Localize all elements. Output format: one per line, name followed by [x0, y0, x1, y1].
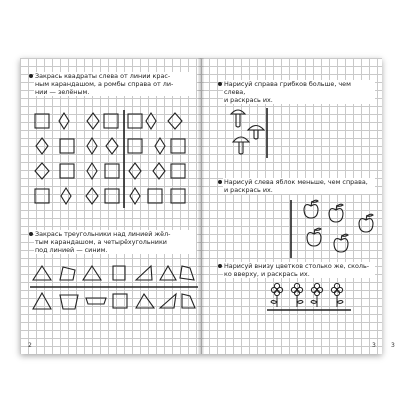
- apples-area: [201, 196, 382, 262]
- task-text-line: Нарисуй справа грибков больше, чем слева,: [224, 80, 351, 96]
- task-text-line: и раскрась их.: [224, 96, 273, 104]
- triangle-icon: [136, 266, 152, 280]
- bullet-icon: [218, 82, 222, 86]
- workbook-spread: [20, 58, 395, 354]
- apple-icon: [334, 234, 348, 252]
- task-flowers: [223, 262, 375, 278]
- quadrilateral-icon: [60, 295, 78, 309]
- apple-icon: [307, 228, 321, 246]
- triangle-icon: [160, 266, 176, 280]
- quadrilateral-icon: [60, 267, 75, 280]
- task-text-line: ко вверху, и раскрась их.: [224, 270, 310, 278]
- diamond-icon: [59, 113, 69, 129]
- square-icon: [60, 164, 74, 178]
- page-number: 3: [372, 342, 376, 349]
- task-apples: [223, 178, 375, 194]
- mushrooms-area: [201, 104, 382, 164]
- bullet-icon: [29, 74, 33, 78]
- apple-icon: [359, 214, 373, 232]
- flower-icon: [311, 283, 323, 307]
- mushroom-icon: [231, 110, 245, 127]
- square-icon: [105, 164, 119, 178]
- diamond-icon: [86, 188, 98, 204]
- task-triangles-quadrilaterals: [34, 230, 196, 254]
- square-icon: [105, 189, 119, 203]
- square-icon: [171, 139, 185, 153]
- triangle-icon: [33, 293, 51, 309]
- diamond-icon: [87, 113, 99, 129]
- quadrilateral-icon: [182, 294, 195, 308]
- flower-icon: [271, 283, 283, 307]
- diamond-icon: [106, 138, 118, 154]
- page-number: 2: [28, 342, 32, 349]
- diamond-icon: [153, 163, 165, 179]
- bullet-icon: [218, 180, 222, 184]
- square-icon: [35, 189, 49, 203]
- square-icon: [171, 164, 185, 178]
- triangle-icon: [83, 266, 101, 280]
- diamond-icon: [168, 113, 182, 129]
- diamond-icon: [130, 188, 140, 204]
- mushroom-icon: [248, 126, 264, 140]
- diamond-icon: [87, 163, 97, 179]
- task-text-line: Закрась квадраты слева от линии крас-: [35, 72, 171, 80]
- square-icon: [128, 139, 142, 153]
- square-icon: [148, 189, 162, 203]
- quadrilateral-icon: [113, 266, 125, 280]
- task-text-line: тым карандашом, а четырёхугольники: [35, 238, 167, 246]
- task-text-line: Нарисуй слева яблок меньше, чем справа,: [224, 178, 368, 186]
- apple-icon: [329, 204, 343, 222]
- squares-diamonds-grid: [20, 108, 201, 238]
- triangle-icon: [160, 294, 176, 308]
- square-icon: [104, 114, 118, 128]
- bullet-icon: [218, 264, 222, 268]
- square-icon: [128, 114, 142, 128]
- task-mushrooms: [223, 80, 375, 104]
- mushroom-icon: [233, 137, 249, 154]
- flower-icon: [331, 283, 343, 307]
- triangle-icon: [33, 266, 51, 280]
- square-icon: [113, 294, 127, 308]
- quadrilateral-icon: [180, 266, 194, 280]
- task-text-line: нии — зелёным.: [35, 88, 90, 96]
- right-page: [201, 58, 395, 354]
- quadrilateral-icon: [86, 298, 106, 304]
- diamond-icon: [36, 138, 48, 154]
- book-spine: [198, 58, 204, 354]
- left-page: [20, 58, 201, 354]
- task-squares-diamonds: [34, 72, 196, 96]
- square-icon: [60, 139, 74, 153]
- square-icon: [35, 114, 49, 128]
- diamond-icon: [155, 138, 165, 154]
- apple-icon: [304, 200, 318, 218]
- square-icon: [171, 189, 185, 203]
- triangle-icon: [136, 294, 154, 308]
- task-text-line: и раскрась их.: [224, 186, 273, 194]
- triangles-quadrilaterals-grid: [20, 260, 201, 330]
- diamond-icon: [61, 188, 71, 204]
- task-text-line: ным карандашом, а ромбы справа от ли-: [35, 80, 174, 88]
- bullet-icon: [29, 232, 33, 236]
- page-number: 3: [391, 342, 395, 349]
- diamond-icon: [129, 163, 141, 179]
- task-text-line: Закрась треугольники над линией жёл-: [35, 230, 171, 238]
- diamond-icon: [35, 163, 49, 179]
- task-text-line: Нарисуй внизу цветков столько же, сколь-: [224, 262, 370, 270]
- diamond-icon: [146, 113, 156, 129]
- diamond-icon: [87, 138, 97, 154]
- task-text-line: под линией — синим.: [35, 246, 108, 254]
- flower-icon: [291, 283, 303, 307]
- flowers-area: [201, 280, 382, 320]
